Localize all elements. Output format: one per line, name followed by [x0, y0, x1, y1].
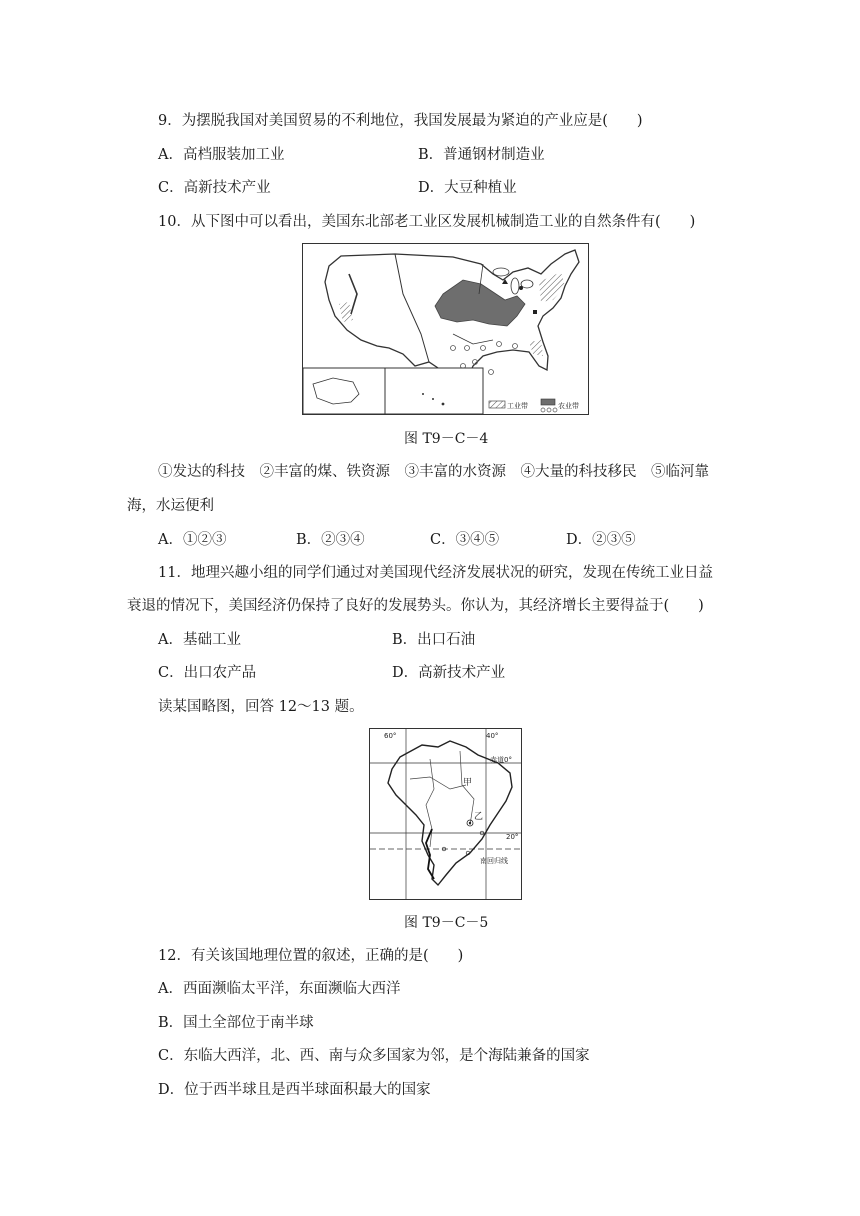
q10-conditions-line2: 海，水运便利: [127, 498, 214, 514]
q12-option-b: B．国土全部位于南半球: [158, 1015, 314, 1031]
legend-industry-label: 工业带: [507, 402, 528, 410]
q9-option-d: D．大豆种植业: [418, 180, 517, 196]
q10-stem: 10．从下图中可以看出，美国东北部老工业区发展机械制造工业的自然条件有( ): [158, 214, 696, 230]
q12-stem: 12．有关该国地理位置的叙述，正确的是( ): [158, 948, 464, 964]
lat-20-label: 20°: [506, 833, 519, 841]
country-map-figure: [369, 728, 522, 900]
country-map: [370, 729, 521, 899]
q10-option-c: C．③④⑤: [430, 532, 500, 548]
tropic-label: 南回归线: [480, 857, 508, 865]
q11-stem-line2: 衰退的情况下，美国经济仍保持了良好的发展势头。你认为，其经济增长主要得益于( ): [127, 598, 704, 614]
q9-option-c: C．高新技术产业: [158, 180, 271, 196]
fig5-caption: 图 T9－C－5: [404, 915, 489, 931]
q12-option-a: A．西面濒临太平洋，东面濒临大西洋: [158, 981, 401, 997]
industry-belt-south: [529, 340, 543, 356]
q10-option-a: A．①②③: [158, 532, 227, 548]
fig4-caption: 图 T9－C－4: [404, 431, 489, 447]
q12-option-c: C．东临大西洋，北、西、南与众多国家为邻，是个海陆兼备的国家: [158, 1048, 590, 1064]
label-yi: 乙: [474, 812, 484, 822]
q11-option-b: B．出口石油: [392, 632, 476, 648]
equator-label: 赤道0°: [490, 756, 512, 764]
label-jia: 甲: [463, 778, 473, 788]
q10-option-d: D．②③⑤: [566, 532, 636, 548]
q10-option-b: B．②③④: [296, 532, 365, 548]
lon-60-label: 60°: [384, 732, 397, 740]
q11-option-c: C．出口农产品: [158, 665, 257, 681]
usa-map-figure: [302, 243, 589, 415]
q12-option-d: D．位于西半球且是西半球面积最大的国家: [158, 1082, 431, 1098]
usa-map: [303, 244, 588, 414]
intro-12-13: 读某国略图，回答 12～13 题。: [158, 699, 364, 715]
q10-conditions-line1: ①发达的科技 ②丰富的煤、铁资源 ③丰富的水资源 ④大量的科技移民 ⑤临河靠: [158, 464, 709, 480]
lon-40-label: 40°: [486, 732, 499, 740]
q9-stem: 9．为摆脱我国对美国贸易的不利地位，我国发展最为紧迫的产业应是( ): [158, 113, 643, 129]
q9-option-b: B．普通钢材制造业: [418, 147, 545, 163]
q11-stem-line1: 11．地理兴趣小组的同学们通过对美国现代经济发展状况的研究，发现在传统工业日益: [158, 565, 713, 581]
q9-option-a: A．高档服装加工业: [158, 147, 285, 163]
q11-option-d: D．高新技术产业: [392, 665, 506, 681]
q11-option-a: A．基础工业: [158, 632, 241, 648]
legend-agri-label: 农业带: [558, 402, 579, 410]
